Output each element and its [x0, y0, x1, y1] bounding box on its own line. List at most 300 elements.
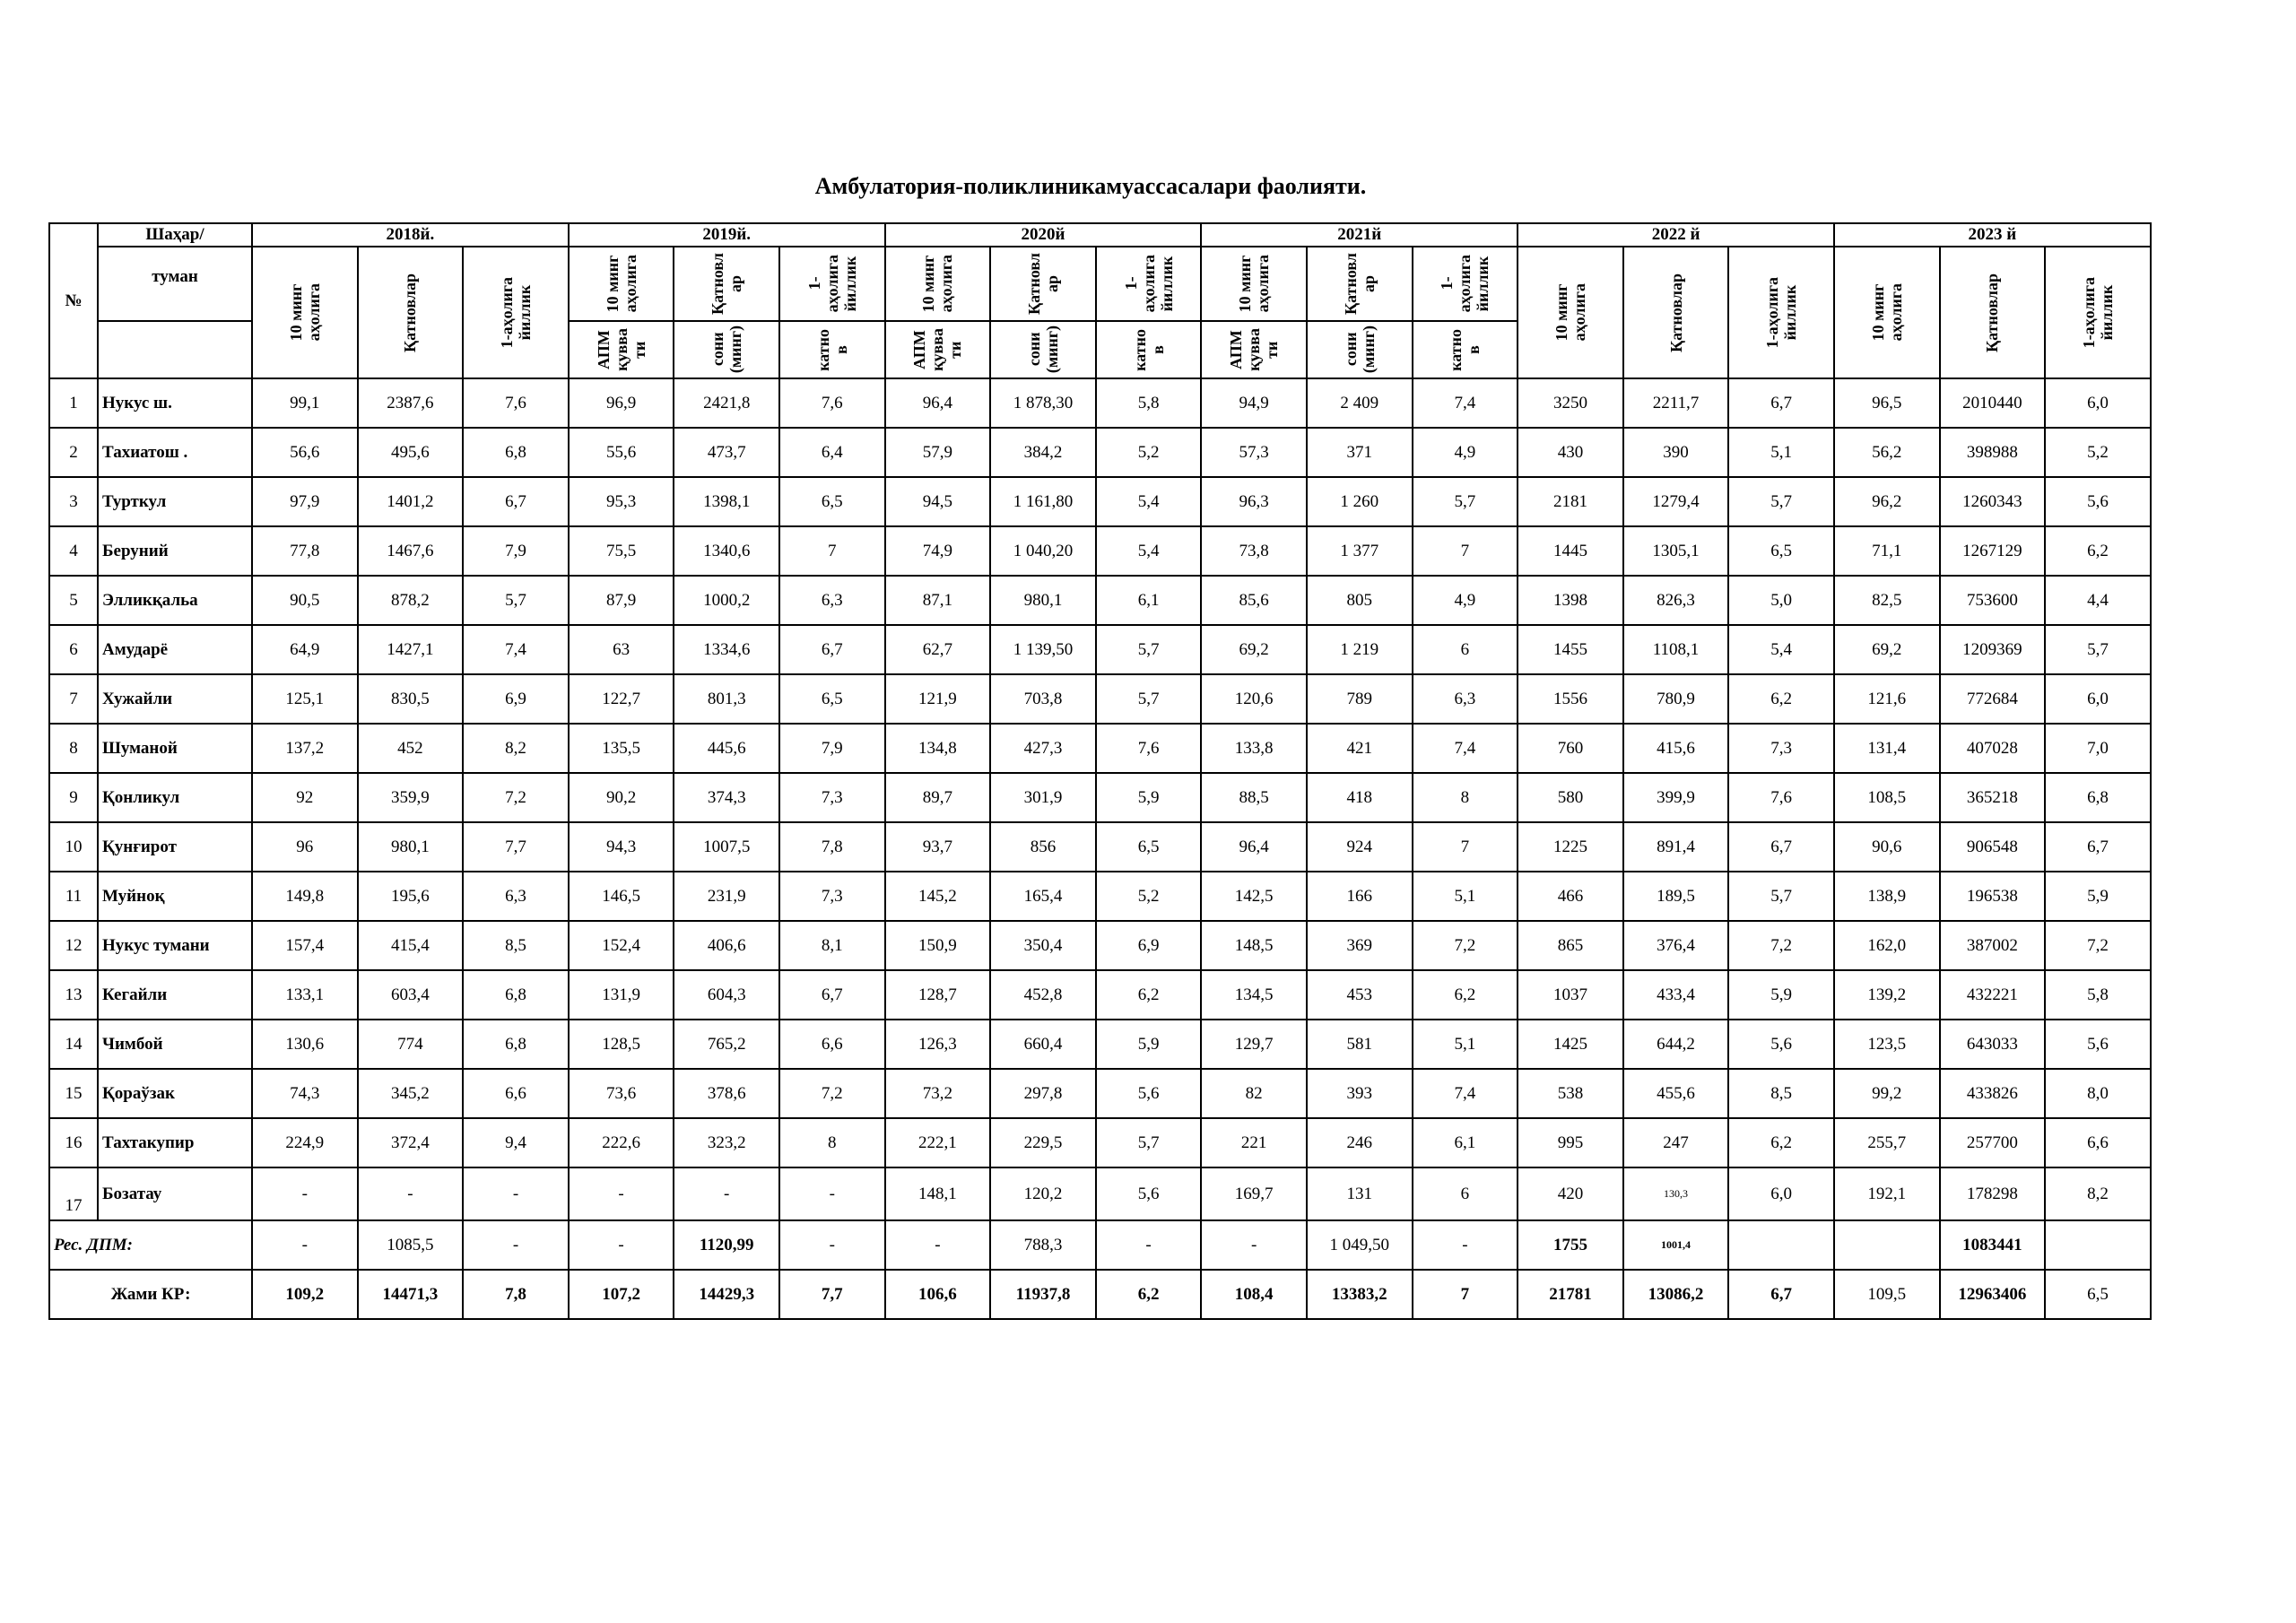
value-cell: 495,6: [358, 428, 464, 477]
value-cell: 7,4: [1413, 1069, 1518, 1118]
value-cell: 398988: [1940, 428, 2046, 477]
value-cell: 780,9: [1623, 674, 1729, 724]
value-cell: 6,1: [1413, 1118, 1518, 1167]
value-cell: 1398,1: [674, 477, 779, 526]
value-cell: 1000,2: [674, 576, 779, 625]
value-cell: 137,2: [252, 724, 358, 773]
value-cell: 93,7: [885, 822, 991, 872]
value-cell: 1037: [1518, 970, 1623, 1020]
value-cell: 6,7: [779, 625, 885, 674]
col-percapita-top-2020: 1- аҳолига йиллик: [1096, 247, 1202, 321]
value-cell: 62,7: [885, 625, 991, 674]
value-cell: 74,9: [885, 526, 991, 576]
value-cell: 82,5: [1834, 576, 1940, 625]
value-cell: 6,2: [1096, 970, 1202, 1020]
col-10k-2022: 10 минг аҳолига: [1518, 247, 1623, 378]
row-number: 13: [49, 970, 98, 1020]
row-number: 17: [49, 1167, 98, 1220]
value-cell: 865: [1518, 921, 1623, 970]
row-number: 8: [49, 724, 98, 773]
table-row: [49, 526, 2151, 576]
value-cell: 1445: [1518, 526, 1623, 576]
value-cell: 580: [1518, 773, 1623, 822]
row-number: 9: [49, 773, 98, 822]
value-cell: 703,8: [990, 674, 1096, 724]
row-number: 7: [49, 674, 98, 724]
value-cell: 134,5: [1201, 970, 1307, 1020]
value-cell: 6,6: [2045, 1118, 2151, 1167]
value-cell: -: [674, 1167, 779, 1220]
value-cell: 7,3: [1728, 724, 1834, 773]
value-cell: 120,6: [1201, 674, 1307, 724]
value-cell: 133,8: [1201, 724, 1307, 773]
col-10k-2018: 10 минг аҳолига: [252, 247, 358, 378]
value-cell: 5,6: [1096, 1167, 1202, 1220]
value-cell: 453: [1307, 970, 1413, 1020]
value-cell: 772684: [1940, 674, 2046, 724]
value-cell: 56,2: [1834, 428, 1940, 477]
value-cell: 3250: [1518, 378, 1623, 428]
value-cell: 96,4: [1201, 822, 1307, 872]
value-cell: 89,7: [885, 773, 991, 822]
value-cell: 6,0: [2045, 674, 2151, 724]
value-cell: 7,9: [463, 526, 569, 576]
value-cell: -: [779, 1167, 885, 1220]
value-cell: 430: [1518, 428, 1623, 477]
district-name: Шуманой: [98, 724, 252, 773]
value-cell: 189,5: [1623, 872, 1729, 921]
table-row: [49, 1020, 2151, 1069]
value-cell: 146,5: [569, 872, 674, 921]
district-name: Хужайли: [98, 674, 252, 724]
value-cell: 1 260: [1307, 477, 1413, 526]
value-cell: 196538: [1940, 872, 2046, 921]
row-number: 15: [49, 1069, 98, 1118]
district-name: Нукус ш.: [98, 378, 252, 428]
value-cell: 71,1: [1834, 526, 1940, 576]
value-cell: 1 878,30: [990, 378, 1096, 428]
value-cell: 433826: [1940, 1069, 2046, 1118]
value-cell: 350,4: [990, 921, 1096, 970]
value-cell: 5,7: [1096, 625, 1202, 674]
value-cell: 96,9: [569, 378, 674, 428]
value-cell: 5,1: [1413, 1020, 1518, 1069]
value-cell: 5,4: [1096, 526, 1202, 576]
value-cell: 4,9: [1413, 576, 1518, 625]
value-cell: 192,1: [1834, 1167, 1940, 1220]
value-cell: 995: [1518, 1118, 1623, 1167]
value-cell: 788,3: [990, 1220, 1096, 1270]
value-cell: 178298: [1940, 1167, 2046, 1220]
value-cell: 14471,3: [358, 1270, 464, 1319]
value-cell: 420: [1518, 1167, 1623, 1220]
value-cell: 5,7: [1096, 674, 1202, 724]
value-cell: 365218: [1940, 773, 2046, 822]
value-cell: 148,5: [1201, 921, 1307, 970]
value-cell: 162,0: [1834, 921, 1940, 970]
district-name: Элликқальа: [98, 576, 252, 625]
col-visits-top-2019: Қатновл ар: [674, 247, 779, 321]
value-cell: 96,5: [1834, 378, 1940, 428]
value-cell: 126,3: [885, 1020, 991, 1069]
value-cell: -: [358, 1167, 464, 1220]
table-row: [49, 625, 2151, 674]
republic-row: [49, 1220, 2151, 1270]
value-cell: 415,6: [1623, 724, 1729, 773]
value-cell: -: [1201, 1220, 1307, 1270]
value-cell: 247: [1623, 1118, 1729, 1167]
table-row: [49, 576, 2151, 625]
value-cell: 109,5: [1834, 1270, 1940, 1319]
value-cell: 644,2: [1623, 1020, 1729, 1069]
value-cell: 21781: [1518, 1270, 1623, 1319]
value-cell: 1267129: [1940, 526, 2046, 576]
value-cell: 359,9: [358, 773, 464, 822]
value-cell: 1001,4: [1623, 1220, 1729, 1270]
row-number: 11: [49, 872, 98, 921]
value-cell: 5,7: [463, 576, 569, 625]
value-cell: 323,2: [674, 1118, 779, 1167]
value-cell: 246: [1307, 1118, 1413, 1167]
value-cell: 2421,8: [674, 378, 779, 428]
value-cell: 130,3: [1623, 1167, 1729, 1220]
col-10k-bottom-2021: АПМ қувва ти: [1201, 321, 1307, 378]
col-percapita-bottom-2019: катно в: [779, 321, 885, 378]
value-cell: 97,9: [252, 477, 358, 526]
row-number: 12: [49, 921, 98, 970]
value-cell: 856: [990, 822, 1096, 872]
district-name: Қораўзак: [98, 1069, 252, 1118]
value-cell: 128,5: [569, 1020, 674, 1069]
value-cell: 221: [1201, 1118, 1307, 1167]
value-cell: 393: [1307, 1069, 1413, 1118]
value-cell: 138,9: [1834, 872, 1940, 921]
value-cell: 7,2: [2045, 921, 2151, 970]
value-cell: 133,1: [252, 970, 358, 1020]
value-cell: 7: [1413, 1270, 1518, 1319]
value-cell: 231,9: [674, 872, 779, 921]
value-cell: 1305,1: [1623, 526, 1729, 576]
value-cell: 6,0: [2045, 378, 2151, 428]
value-cell: 1 377: [1307, 526, 1413, 576]
value-cell: 90,5: [252, 576, 358, 625]
value-cell: 96: [252, 822, 358, 872]
value-cell: 7,3: [779, 872, 885, 921]
value-cell: 1108,1: [1623, 625, 1729, 674]
value-cell: 1455: [1518, 625, 1623, 674]
district-name: Тахиатош .: [98, 428, 252, 477]
total-label: Жами КР:: [49, 1270, 252, 1319]
value-cell: 407028: [1940, 724, 2046, 773]
value-cell: 166: [1307, 872, 1413, 921]
city-header-bottom: туман: [98, 247, 252, 321]
col-visits-bottom-2019: сони (минг): [674, 321, 779, 378]
value-cell: 376,4: [1623, 921, 1729, 970]
value-cell: 760: [1518, 724, 1623, 773]
value-cell: 165,4: [990, 872, 1096, 921]
value-cell: 96,2: [1834, 477, 1940, 526]
value-cell: 538: [1518, 1069, 1623, 1118]
value-cell: 7,3: [779, 773, 885, 822]
value-cell: 6,7: [779, 970, 885, 1020]
value-cell: 660,4: [990, 1020, 1096, 1069]
value-cell: 5,9: [1096, 1020, 1202, 1069]
value-cell: 87,1: [885, 576, 991, 625]
value-cell: 6,4: [779, 428, 885, 477]
value-cell: 372,4: [358, 1118, 464, 1167]
value-cell: 1427,1: [358, 625, 464, 674]
value-cell: 6,7: [1728, 378, 1834, 428]
value-cell: -: [569, 1167, 674, 1220]
value-cell: 369: [1307, 921, 1413, 970]
col-percapita-bottom-2021: катно в: [1413, 321, 1518, 378]
district-name: Кегайли: [98, 970, 252, 1020]
value-cell: 7,4: [463, 625, 569, 674]
value-cell: -: [463, 1220, 569, 1270]
district-name: Турткул: [98, 477, 252, 526]
value-cell: 5,8: [2045, 970, 2151, 1020]
value-cell: 6,2: [1728, 1118, 1834, 1167]
value-cell: 427,3: [990, 724, 1096, 773]
value-cell: 7,6: [1096, 724, 1202, 773]
value-cell: 415,4: [358, 921, 464, 970]
value-cell: 1467,6: [358, 526, 464, 576]
value-cell: 94,3: [569, 822, 674, 872]
value-cell: 7,0: [2045, 724, 2151, 773]
district-name: Амударё: [98, 625, 252, 674]
value-cell: 224,9: [252, 1118, 358, 1167]
value-cell: 6,7: [1728, 822, 1834, 872]
col-visits-top-2021: Қатновл ар: [1307, 247, 1413, 321]
value-cell: 418: [1307, 773, 1413, 822]
value-cell: 8,5: [463, 921, 569, 970]
value-cell: 1120,99: [674, 1220, 779, 1270]
total-row: [49, 1270, 2151, 1319]
value-cell: 148,1: [885, 1167, 991, 1220]
value-cell: 131: [1307, 1167, 1413, 1220]
value-cell: 5,7: [1728, 477, 1834, 526]
value-cell: 145,2: [885, 872, 991, 921]
value-cell: 826,3: [1623, 576, 1729, 625]
row-number: 10: [49, 822, 98, 872]
republic-label: Рес. ДПМ:: [49, 1220, 252, 1270]
col-percapita-bottom-2020: катно в: [1096, 321, 1202, 378]
table-row: [49, 970, 2151, 1020]
value-cell: 121,9: [885, 674, 991, 724]
value-cell: 374,3: [674, 773, 779, 822]
value-cell: 222,6: [569, 1118, 674, 1167]
col-visits-2023: Қатновлар: [1940, 247, 2046, 378]
col-10k-bottom-2020: АПМ қувва ти: [885, 321, 991, 378]
value-cell: 6,8: [463, 970, 569, 1020]
value-cell: 4,4: [2045, 576, 2151, 625]
col-10k-top-2019: 10 минг аҳолига: [569, 247, 674, 321]
value-cell: 73,2: [885, 1069, 991, 1118]
value-cell: 2 409: [1307, 378, 1413, 428]
value-cell: 90,2: [569, 773, 674, 822]
value-cell: -: [463, 1167, 569, 1220]
value-cell: 88,5: [1201, 773, 1307, 822]
table-row: [49, 822, 2151, 872]
value-cell: 123,5: [1834, 1020, 1940, 1069]
value-cell: 222,1: [885, 1118, 991, 1167]
row-number: 4: [49, 526, 98, 576]
year-header-2020: 2020й: [885, 223, 1202, 247]
table-row: [49, 872, 2151, 921]
value-cell: 8: [1413, 773, 1518, 822]
district-name: Қунғирот: [98, 822, 252, 872]
value-cell: 6: [1413, 1167, 1518, 1220]
value-cell: 195,6: [358, 872, 464, 921]
page-title: Амбулатория-поликлиникамуассасалари фаолияти.: [814, 173, 1367, 199]
value-cell: 5,0: [1728, 576, 1834, 625]
value-cell: 73,6: [569, 1069, 674, 1118]
value-cell: [2045, 1220, 2151, 1270]
value-cell: 6,0: [1728, 1167, 1834, 1220]
year-header-2019: 2019й.: [569, 223, 885, 247]
value-cell: [1834, 1220, 1940, 1270]
value-cell: 56,6: [252, 428, 358, 477]
value-cell: 7,4: [1413, 724, 1518, 773]
value-cell: 139,2: [1834, 970, 1940, 1020]
table-row: [49, 1167, 2151, 1220]
value-cell: 891,4: [1623, 822, 1729, 872]
value-cell: 906548: [1940, 822, 2046, 872]
value-cell: 99,1: [252, 378, 358, 428]
value-cell: 753600: [1940, 576, 2046, 625]
value-cell: 830,5: [358, 674, 464, 724]
value-cell: 1085,5: [358, 1220, 464, 1270]
value-cell: 7,9: [779, 724, 885, 773]
value-cell: 128,7: [885, 970, 991, 1020]
value-cell: 6,8: [2045, 773, 2151, 822]
value-cell: 13383,2: [1307, 1270, 1413, 1319]
value-cell: 109,2: [252, 1270, 358, 1319]
value-cell: 7,2: [463, 773, 569, 822]
value-cell: 5,2: [2045, 428, 2151, 477]
col-visits-2022: Қатновлар: [1623, 247, 1729, 378]
col-10k-bottom-2019: АПМ қувва ти: [569, 321, 674, 378]
value-cell: 5,4: [1096, 477, 1202, 526]
value-cell: 452,8: [990, 970, 1096, 1020]
value-cell: -: [885, 1220, 991, 1270]
value-cell: 5,9: [2045, 872, 2151, 921]
value-cell: 229,5: [990, 1118, 1096, 1167]
value-cell: 433,4: [1623, 970, 1729, 1020]
value-cell: 604,3: [674, 970, 779, 1020]
district-name: Чимбой: [98, 1020, 252, 1069]
row-number: 3: [49, 477, 98, 526]
col-visits-2018: Қатновлар: [358, 247, 464, 378]
value-cell: 63: [569, 625, 674, 674]
city-header-top: Шаҳар/: [98, 223, 252, 247]
value-cell: 150,9: [885, 921, 991, 970]
value-cell: 6,5: [1728, 526, 1834, 576]
value-cell: 1340,6: [674, 526, 779, 576]
value-cell: 6,9: [1096, 921, 1202, 970]
value-cell: 5,9: [1096, 773, 1202, 822]
value-cell: 6,3: [463, 872, 569, 921]
value-cell: 152,4: [569, 921, 674, 970]
value-cell: 96,4: [885, 378, 991, 428]
table-row: [49, 674, 2151, 724]
value-cell: 8: [779, 1118, 885, 1167]
value-cell: 57,9: [885, 428, 991, 477]
value-cell: 878,2: [358, 576, 464, 625]
value-cell: 5,2: [1096, 428, 1202, 477]
value-cell: 390: [1623, 428, 1729, 477]
value-cell: 5,1: [1728, 428, 1834, 477]
value-cell: 57,3: [1201, 428, 1307, 477]
value-cell: 643033: [1940, 1020, 2046, 1069]
value-cell: 6,5: [1096, 822, 1202, 872]
table-row: [49, 1118, 2151, 1167]
value-cell: 466: [1518, 872, 1623, 921]
value-cell: 8,1: [779, 921, 885, 970]
value-cell: 301,9: [990, 773, 1096, 822]
value-cell: 5,7: [1096, 1118, 1202, 1167]
col-percapita-2018: 1-аҳолига йиллик: [463, 247, 569, 378]
value-cell: 371: [1307, 428, 1413, 477]
value-cell: 452: [358, 724, 464, 773]
value-cell: -: [569, 1220, 674, 1270]
value-cell: 6,6: [779, 1020, 885, 1069]
value-cell: 980,1: [990, 576, 1096, 625]
district-name: Қонликул: [98, 773, 252, 822]
value-cell: 6,8: [463, 1020, 569, 1069]
value-cell: 257700: [1940, 1118, 2046, 1167]
value-cell: 5,4: [1728, 625, 1834, 674]
table-row: [49, 921, 2151, 970]
city-header-blank: [98, 321, 252, 378]
value-cell: 5,9: [1728, 970, 1834, 1020]
year-header-2023: 2023 й: [1834, 223, 2151, 247]
col-visits-top-2020: Қатновл ар: [990, 247, 1096, 321]
value-cell: 6,2: [1096, 1270, 1202, 1319]
row-number: 1: [49, 378, 98, 428]
value-cell: 131,9: [569, 970, 674, 1020]
value-cell: 765,2: [674, 1020, 779, 1069]
value-cell: 1 139,50: [990, 625, 1096, 674]
value-cell: 55,6: [569, 428, 674, 477]
value-cell: 7: [1413, 526, 1518, 576]
value-cell: 106,6: [885, 1270, 991, 1319]
col-percapita-2023: 1-аҳолига йиллик: [2045, 247, 2151, 378]
col-percapita-top-2019: 1- аҳолига йиллик: [779, 247, 885, 321]
value-cell: 421: [1307, 724, 1413, 773]
value-cell: 5,6: [1728, 1020, 1834, 1069]
col-10k-top-2020: 10 минг аҳолига: [885, 247, 991, 321]
value-cell: 6,7: [463, 477, 569, 526]
value-cell: 5,6: [1096, 1069, 1202, 1118]
value-cell: 134,8: [885, 724, 991, 773]
value-cell: 169,7: [1201, 1167, 1307, 1220]
value-cell: 108,4: [1201, 1270, 1307, 1319]
value-cell: 1 049,50: [1307, 1220, 1413, 1270]
value-cell: 5,8: [1096, 378, 1202, 428]
col-percapita-2022: 1-аҳолига йиллик: [1728, 247, 1834, 378]
value-cell: 6,6: [463, 1069, 569, 1118]
value-cell: 432221: [1940, 970, 2046, 1020]
value-cell: 789: [1307, 674, 1413, 724]
value-cell: 1556: [1518, 674, 1623, 724]
value-cell: 387002: [1940, 921, 2046, 970]
col-percapita-top-2021: 1- аҳолига йиллик: [1413, 247, 1518, 321]
row-number: 6: [49, 625, 98, 674]
value-cell: 6,3: [779, 576, 885, 625]
value-cell: 7,8: [463, 1270, 569, 1319]
value-cell: 7,2: [1413, 921, 1518, 970]
